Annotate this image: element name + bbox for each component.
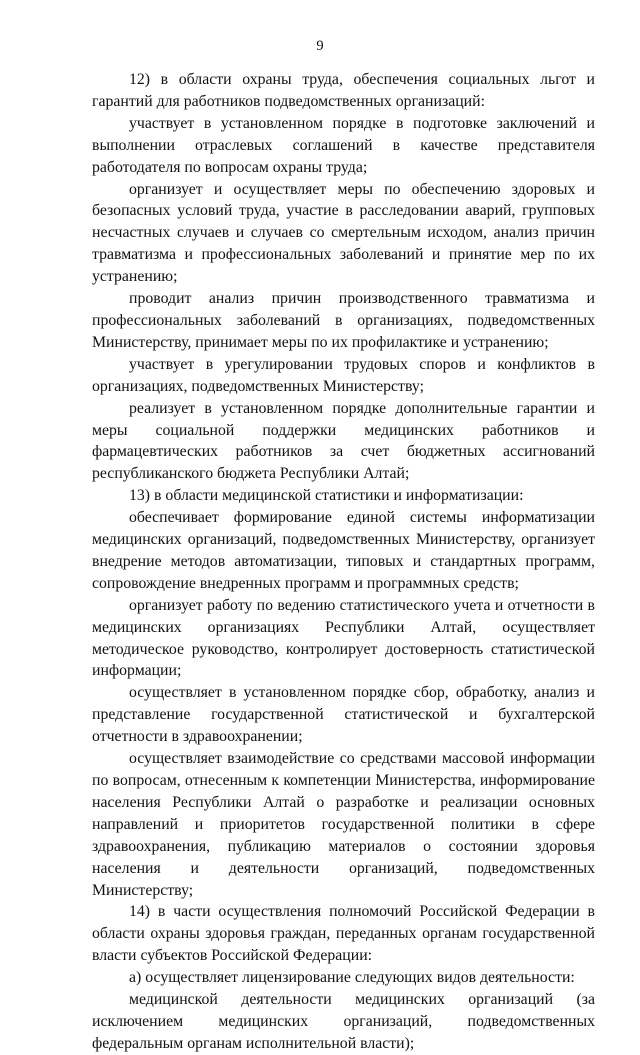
paragraph: проводит анализ причин производственного травматизма и профессиональных заболеваний в организациях, подведомственных Министерству, принимает меры по их профилактике и устранению; <box>92 290 595 351</box>
paragraph-subitem-a: а) осуществляет лицензирование следующих видов деятельности: <box>129 969 575 987</box>
page-number: 9 <box>316 38 324 54</box>
paragraph: реализует в установленном порядке дополнительные гарантии и меры социальной поддержки медицинских работников и фармацевтических работников за счет бюджетных ассигнований республиканского бюджета Республики Алтай; <box>92 399 595 483</box>
paragraph: организует и осуществляет меры по обеспечению здоровых и безопасных условий труда, участие в расследовании аварий, групповых несчастных случаев и случаев со смертельным исходом, анализ причин травматизма и профессиональных заболеваний и принятие мер по их устранению; <box>92 180 595 286</box>
paragraph: медицинской деятельности медицинских организаций (за исключением медицинских организаций, подведомственных федеральным органам исполнительной власти); <box>92 991 595 1052</box>
paragraph-section-13-heading: 13) в области медицинской статистики и информатизации: <box>129 487 524 505</box>
paragraph: обеспечивает формирование единой системы информатизации медицинских организаций, подведомственных Министерству, организует внедрение методов автоматизации, типовых и стандартных программ, сопровождение внедренных программ и программных средств; <box>92 509 595 592</box>
paragraph-section-14-heading: 14) в части осуществления полномочий Российской Федерации в области охраны здоровья граждан, переданных органам государственной власти субъектов Российской Федерации: <box>92 903 595 965</box>
document-body <box>92 69 595 1055</box>
paragraph: участвует в установленном порядке в подготовке заключений и выполнении отраслевых соглашений в качестве представителя работодателя по вопросам охраны труда; <box>92 114 595 176</box>
paragraph: участвует в урегулировании трудовых споров и конфликтов в организациях, подведомственных Министерству; <box>92 355 595 395</box>
paragraph-section-12-heading: 12) в области охраны труда, обеспечения социальных льгот и гарантий для работников подведомственных организаций: <box>92 71 595 110</box>
paragraph: осуществляет взаимодействие со средствами массовой информации по вопросам, отнесенным к компетенции Министерства, информирование населения Республики Алтай о разработке и реализации основных направлений и приоритетов государственной политики в сфере здравоохранения, публикацию материалов о состоянии здоровья населения и деятельности организаций, подведомственных Министерству; <box>92 750 595 899</box>
paragraph: осуществляет в установленном порядке сбор, обработку, анализ и представление государственной статистической и бухгалтерской отчетности в здравоохранении; <box>92 684 595 746</box>
paragraph: организует работу по ведению статистического учета и отчетности в медицинских организациях Республики Алтай, осуществляет методическое руководство, контролирует достоверность статистической информации; <box>92 596 595 680</box>
